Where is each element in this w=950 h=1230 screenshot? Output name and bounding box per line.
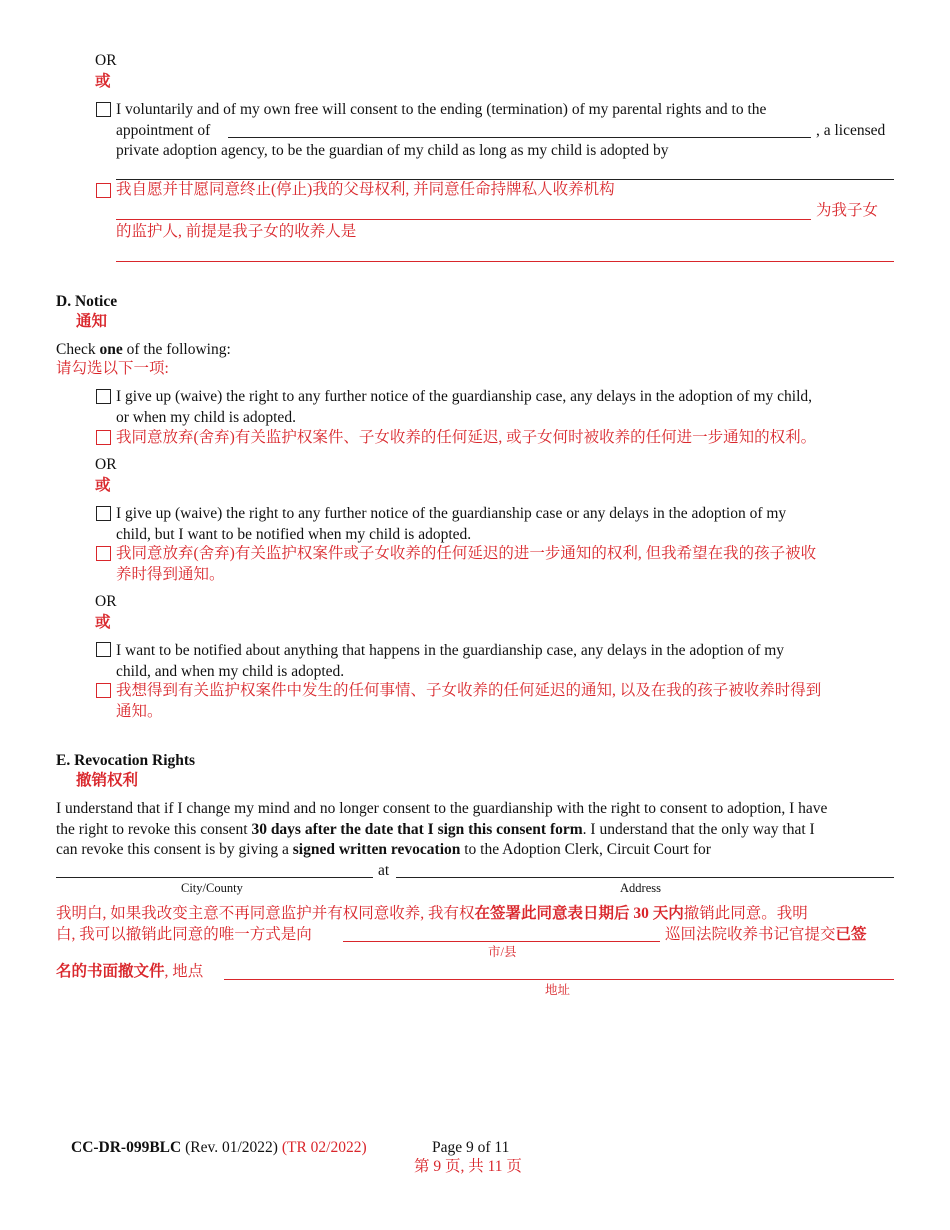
notify-all-text-1: I want to be notified about anything that happens in the guardianship case, any delays in the adoption of my <box>116 642 785 659</box>
waive-notice-except-adoption-checkbox-zh[interactable] <box>96 546 111 561</box>
agency-consent-checkbox-zh[interactable] <box>96 183 111 198</box>
revocation-paragraph-zh-line2a: 白, 我可以撤销此同意的唯一方式是向 <box>56 926 312 943</box>
waive-notice-except-adoption-text-2: child, but I want to be notified when my child is adopted. <box>116 526 472 543</box>
revocation-paragraph-zh-line1: 我明白, 如果我改变主意不再同意监护并有权同意收养, 我有权在签署此同意表日期后 30 天内撤销此同意。我明 <box>56 905 808 922</box>
notify-all-checkbox[interactable] <box>96 642 111 657</box>
agency-consent-zh-line3: 的监护人, 前提是我子女的收养人是 <box>116 223 357 240</box>
waive-notice-except-adoption-text-zh-2: 养时得到通知。 <box>116 566 225 583</box>
page-number-zh: 第 9 页, 共 11 页 <box>414 1158 522 1175</box>
agency-name-field-zh[interactable] <box>116 219 811 220</box>
waive-all-notice-text-1: I give up (waive) the right to any further notice of the guardianship case, any delays in the adoption of my child, <box>116 388 813 405</box>
waive-all-notice-checkbox-zh[interactable] <box>96 430 111 445</box>
agency-consent-text-line2b: , a licensed <box>816 122 886 139</box>
agency-consent-checkbox[interactable] <box>96 102 111 117</box>
waive-notice-except-adoption-text-zh-1: 我同意放弃(舍弃)有关监护权案件或子女收养的任何延迟的进一步通知的权利, 但我希望在我的孩子被收 <box>116 545 817 562</box>
waive-all-notice-text-zh: 我同意放弃(舍弃)有关监护权案件、子女收养的任何延迟, 或子女何时被收养的任何进一步通知的权利。 <box>116 429 817 446</box>
agency-consent-text-line3: private adoption agency, to be the guardian of my child as long as my child is adopted by <box>116 142 669 159</box>
revocation-paragraph-zh-line2b: 巡回法院收养书记官提交已签 <box>665 926 867 943</box>
section-e-title-zh: 撤销权利 <box>76 772 139 789</box>
city-county-label-zh: 市/县 <box>488 945 517 959</box>
section-e-title: E. Revocation Rights <box>56 752 196 769</box>
page-number: Page 9 of 11 <box>432 1139 510 1156</box>
revocation-paragraph-zh-line3: 名的书面撤文件, 地点 <box>56 963 204 980</box>
waive-all-notice-checkbox[interactable] <box>96 389 111 404</box>
or-label: OR <box>95 593 117 610</box>
waive-all-notice-text-2: or when my child is adopted. <box>116 409 296 426</box>
notify-all-text-2: child, and when my child is adopted. <box>116 663 345 680</box>
notify-all-checkbox-zh[interactable] <box>96 683 111 698</box>
or-label-zh: 或 <box>95 477 111 494</box>
agency-consent-zh-line1: 我自愿并甘愿同意终止(停止)我的父母权利, 并同意任命持牌私人收养机构 <box>116 181 615 198</box>
or-label: OR <box>95 456 117 473</box>
section-d-title: D. Notice <box>56 293 118 310</box>
at-label: at <box>378 862 390 879</box>
waive-notice-except-adoption-text-1: I give up (waive) the right to any further notice of the guardianship case or any delays in the adoption of my <box>116 505 787 522</box>
or-label: OR <box>95 52 117 69</box>
agency-consent-text-line1: I voluntarily and of my own free will consent to the ending (termination) of my parental rights and to the <box>116 101 767 118</box>
waive-notice-except-adoption-checkbox[interactable] <box>96 506 111 521</box>
revocation-paragraph-line1: I understand that if I change my mind and no longer consent to the guardianship with the right to consent to adoption, I have <box>56 800 828 817</box>
address-label: Address <box>620 881 661 895</box>
revocation-paragraph-line2: the right to revoke this consent 30 days after the date that I sign this consent form. I understand that the only way that I <box>56 821 815 838</box>
notify-all-text-zh-1: 我想得到有关监护权案件中发生的任何事情、子女收养的任何延迟的通知, 以及在我的孩子被收养时得到 <box>116 682 822 699</box>
or-label-zh: 或 <box>95 614 111 631</box>
agency-consent-zh-line2: 为我子女 <box>816 202 879 219</box>
check-one-instruction: Check one of the following: <box>56 341 231 358</box>
form-code: CC-DR-099BLC (Rev. 01/2022) (TR 02/2022) <box>71 1139 367 1156</box>
address-label-zh: 地址 <box>545 983 571 997</box>
revocation-paragraph-line3: can revoke this consent is by giving a signed written revocation to the Adoption Clerk, Circuit Court for <box>56 841 711 858</box>
notify-all-text-zh-2: 通知。 <box>116 703 163 720</box>
adopter-name-field-zh[interactable] <box>116 261 894 262</box>
check-one-instruction-zh: 请勾选以下一项: <box>56 360 169 377</box>
or-label-zh: 或 <box>95 73 111 90</box>
agency-name-field[interactable] <box>228 137 811 138</box>
section-d-title-zh: 通知 <box>76 313 108 330</box>
city-county-label: City/County <box>181 881 243 895</box>
agency-consent-text-line2a: appointment of <box>116 122 211 139</box>
